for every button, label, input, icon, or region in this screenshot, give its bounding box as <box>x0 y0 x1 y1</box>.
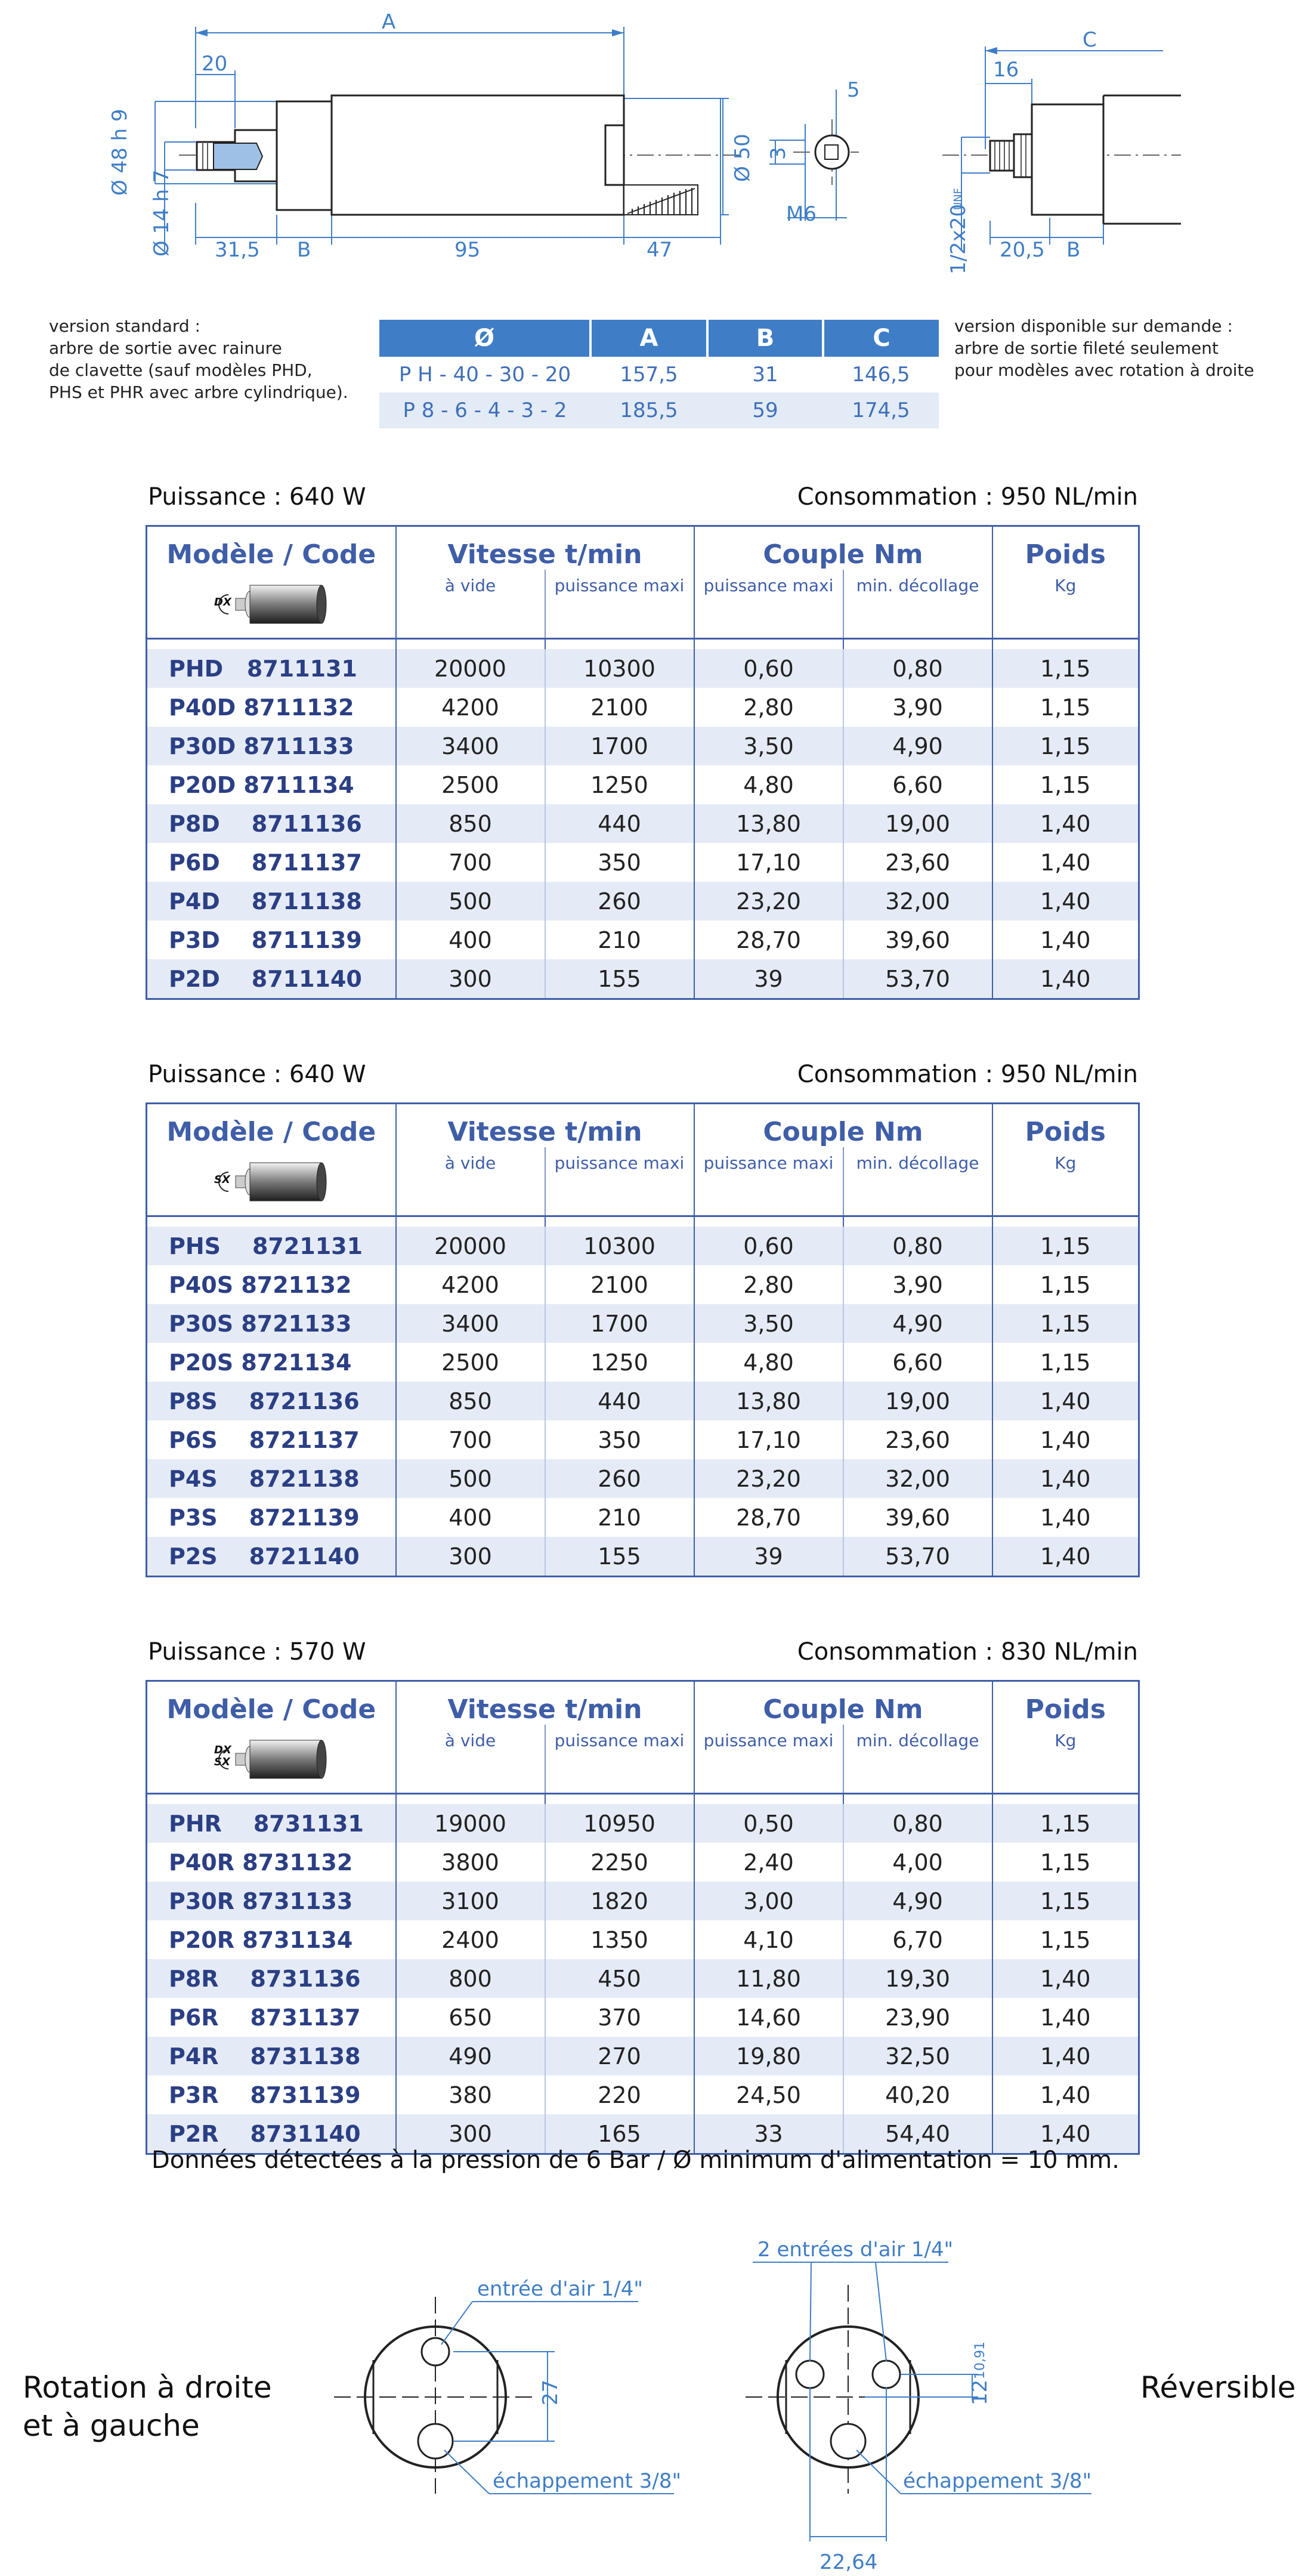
model-code-cell: P6S 8721137 <box>147 1420 396 1459</box>
dim-31-5-label: 31,5 <box>215 238 260 262</box>
spec-value-cell: 1,15 <box>992 1843 1139 1882</box>
dim-cell: 174,5 <box>823 393 939 428</box>
model-code-cell: P8R 8731136 <box>147 1959 396 1998</box>
spec-value-cell: 850 <box>396 804 545 843</box>
spec-value-cell: 300 <box>396 1537 545 1577</box>
spec-value-cell: 23,60 <box>843 1420 992 1459</box>
dim-cell: 59 <box>707 393 823 428</box>
spec-value-cell: 0,60 <box>694 649 843 688</box>
spec-value-cell: 300 <box>396 959 545 999</box>
spec-value-cell: 370 <box>545 1998 694 2037</box>
spec-value-cell: 2100 <box>545 1265 694 1304</box>
torque-header: Couple Nm <box>694 1104 992 1148</box>
spec-value-cell: 1700 <box>545 1304 694 1343</box>
spec-value-cell: 1350 <box>545 1920 694 1959</box>
spec-table <box>146 525 1140 1000</box>
spec-value-cell: 1,40 <box>992 1537 1139 1577</box>
spec-table <box>146 1680 1140 2155</box>
spec-value-cell: 33 <box>694 2114 843 2154</box>
spec-gap-row <box>147 1216 1139 1227</box>
consumption-label: Consommation : 830 NL/min <box>797 1638 1138 1666</box>
model-code-cell: P6D 8711137 <box>147 843 396 882</box>
speed-header: Vitesse t/min <box>396 1681 694 1725</box>
spec-value-cell: 3400 <box>396 727 545 765</box>
model-code-cell: P2R 8731140 <box>147 2114 396 2154</box>
spec-value-cell: 4,90 <box>843 727 992 765</box>
spec-value-cell: 1,40 <box>992 1459 1139 1498</box>
model-code-cell: P4D 8711138 <box>147 882 396 921</box>
spec-value-cell: 1,40 <box>992 921 1139 959</box>
single-rotation-ports-diagram <box>334 2277 681 2494</box>
dim-a-label: A <box>382 10 396 34</box>
dimensions-row <box>379 357 939 393</box>
subheader-torque-max-power: puissance maxi <box>694 1725 843 1794</box>
spec-row <box>147 649 1139 688</box>
standard-version-note: version standard : arbre de sortie avec rainure de clavette (sauf modèles PHD, PHS et PHR avec arbre cylindrique). <box>49 316 348 402</box>
c2-inlets-label: 2 entrées d'air 1/4" <box>757 2238 954 2262</box>
spec-row <box>147 882 1139 921</box>
spec-value-cell: 3100 <box>396 1882 545 1920</box>
power-label: Puissance : 640 W <box>148 483 366 511</box>
spec-value-cell: 380 <box>396 2075 545 2114</box>
spec-value-cell: 2,80 <box>694 688 843 727</box>
spec-value-cell: 53,70 <box>843 1537 992 1577</box>
spec-value-cell: 850 <box>396 1382 545 1420</box>
spec-value-cell: 1,15 <box>992 1265 1139 1304</box>
spec-value-cell: 11,80 <box>694 1959 843 1998</box>
model-code-cell: P40R 8731132 <box>147 1843 396 1882</box>
spec-value-cell: 4,90 <box>843 1304 992 1343</box>
dim-95-label: 95 <box>454 238 481 262</box>
spec-value-cell: 6,60 <box>843 1343 992 1382</box>
subheader-idle: à vide <box>396 570 545 639</box>
power-label: Puissance : 570 W <box>148 1638 366 1666</box>
torque-header: Couple Nm <box>694 526 992 570</box>
spec-value-cell: 1,15 <box>992 649 1139 688</box>
spec-value-cell: 440 <box>545 804 694 843</box>
spec-value-cell: 155 <box>545 1537 694 1577</box>
spec-value-cell: 19,30 <box>843 1959 992 1998</box>
spec-value-cell: 4200 <box>396 1265 545 1304</box>
spec-value-cell: 0,80 <box>843 1804 992 1843</box>
spec-row <box>147 959 1139 999</box>
spec-row <box>147 1882 1139 1920</box>
dimensions-row <box>379 393 939 428</box>
spec-row <box>147 1343 1139 1382</box>
spec-row <box>147 1498 1139 1537</box>
spec-value-cell: 3800 <box>396 1843 545 1882</box>
spec-value-cell: 39 <box>694 1537 843 1577</box>
dim-d50-label: Ø 50 <box>731 134 754 182</box>
spec-value-cell: 1,40 <box>992 959 1139 999</box>
c1-exhaust-label: échappement 3/8" <box>493 2469 682 2493</box>
spec-value-cell: 17,10 <box>694 1420 843 1459</box>
spec-value-cell: 0,50 <box>694 1804 843 1843</box>
model-code-cell: P3S 8721139 <box>147 1498 396 1537</box>
spec-subheader-row <box>147 570 1139 639</box>
rotation-badge: DX <box>214 1743 231 1756</box>
spec-value-cell: 210 <box>545 921 694 959</box>
spec-value-cell: 53,70 <box>843 959 992 999</box>
spec-value-cell: 220 <box>545 2075 694 2114</box>
spec-value-cell: 400 <box>396 921 545 959</box>
air-port-diagrams <box>0 2231 1305 2576</box>
spec-value-cell: 2,40 <box>694 1843 843 1882</box>
spec-value-cell: 1,15 <box>992 1920 1139 1959</box>
spec-value-cell: 1,40 <box>992 2114 1139 2154</box>
subheader-max-power: puissance maxi <box>545 570 694 639</box>
spec-value-cell: 500 <box>396 1459 545 1498</box>
spec-value-cell: 4,80 <box>694 1343 843 1382</box>
spec-value-cell: 1,40 <box>992 1998 1139 2037</box>
motor-thumbnail-cell <box>147 1147 396 1216</box>
spec-value-cell: 10300 <box>545 649 694 688</box>
spec-value-cell: 0,80 <box>843 1227 992 1265</box>
subheader-max-power: puissance maxi <box>545 1147 694 1216</box>
spec-value-cell: 23,20 <box>694 882 843 921</box>
subheader-torque-max-power: puissance maxi <box>694 1147 843 1216</box>
model-code-cell: P30R 8731133 <box>147 1882 396 1920</box>
spec-value-cell: 155 <box>545 959 694 999</box>
spec-value-cell: 700 <box>396 843 545 882</box>
spec-value-cell: 800 <box>396 1959 545 1998</box>
spec-row <box>147 2075 1139 2114</box>
spec-row <box>147 1998 1139 2037</box>
spec-value-cell: 1,40 <box>992 2075 1139 2114</box>
spec-gap-row <box>147 639 1139 650</box>
spec-row <box>147 688 1139 727</box>
spec-value-cell: 19,00 <box>843 804 992 843</box>
spec-value-cell: 300 <box>396 2114 545 2154</box>
dim-cell: P 8 - 6 - 4 - 3 - 2 <box>379 393 590 428</box>
model-code-cell: P20S 8721134 <box>147 1343 396 1382</box>
spec-value-cell: 490 <box>396 2037 545 2075</box>
spec-row <box>147 804 1139 843</box>
weight-header: Poids <box>992 526 1139 570</box>
speed-header: Vitesse t/min <box>396 526 694 570</box>
spec-value-cell: 3,00 <box>694 1882 843 1920</box>
spec-value-cell: 32,00 <box>843 1459 992 1498</box>
spec-value-cell: 0,80 <box>843 649 992 688</box>
spec-value-cell: 6,70 <box>843 1920 992 1959</box>
spec-value-cell: 1,40 <box>992 1382 1139 1420</box>
spec-value-cell: 4,10 <box>694 1920 843 1959</box>
spec-value-cell: 1,15 <box>992 727 1139 765</box>
motor-thumbnail-icon <box>200 1729 343 1784</box>
spec-value-cell: 270 <box>545 2037 694 2075</box>
spec-value-cell: 1,40 <box>992 804 1139 843</box>
subheader-kg: Kg <box>992 570 1139 639</box>
spec-value-cell: 450 <box>545 1959 694 1998</box>
dim-d14-label: Ø 14 h 7 <box>150 169 174 257</box>
consumption-label: Consommation : 950 NL/min <box>797 483 1138 511</box>
spec-value-cell: 28,70 <box>694 921 843 959</box>
model-code-cell: P2S 8721140 <box>147 1537 396 1577</box>
spec-value-cell: 4200 <box>396 688 545 727</box>
spec-value-cell: 3,90 <box>843 688 992 727</box>
spec-value-cell: 700 <box>396 1420 545 1459</box>
subheader-kg: Kg <box>992 1725 1139 1794</box>
spec-value-cell: 1,15 <box>992 1227 1139 1265</box>
dim-b2-label: B <box>1066 238 1081 262</box>
spec-value-cell: 1,15 <box>992 765 1139 804</box>
spec-value-cell: 17,10 <box>694 843 843 882</box>
dim-20-label: 20 <box>202 52 228 76</box>
spec-value-cell: 10950 <box>545 1804 694 1843</box>
model-code-cell: P30S 8721133 <box>147 1304 396 1343</box>
spec-header-row <box>147 526 1139 570</box>
dim-3-label: 3 <box>766 147 790 160</box>
spec-value-cell: 165 <box>545 2114 694 2154</box>
model-header: Modèle / Code <box>166 539 376 570</box>
model-code-cell: P6R 8731137 <box>147 1998 396 2037</box>
spec-value-cell: 2100 <box>545 688 694 727</box>
dim-cell: P H - 40 - 30 - 20 <box>379 357 590 393</box>
c1-dim-label: 27 <box>539 2379 562 2405</box>
torque-header: Couple Nm <box>694 1681 992 1725</box>
spec-value-cell: 19,00 <box>843 1382 992 1420</box>
spec-value-cell: 350 <box>545 1420 694 1459</box>
spec-value-cell: 1700 <box>545 727 694 765</box>
spec-value-cell: 1,40 <box>992 1420 1139 1459</box>
spec-value-cell: 260 <box>545 1459 694 1498</box>
spec-value-cell: 4,80 <box>694 765 843 804</box>
spec-subheader-row <box>147 1725 1139 1794</box>
spec-value-cell: 14,60 <box>694 1998 843 2037</box>
c1-inlet-label: entrée d'air 1/4" <box>477 2277 644 2301</box>
spec-value-cell: 1,15 <box>992 1304 1139 1343</box>
subheader-idle: à vide <box>396 1147 545 1216</box>
motor-thumbnail-cell <box>147 1725 396 1794</box>
reversible-ports-diagram <box>746 2238 1091 2574</box>
power-label: Puissance : 640 W <box>148 1061 366 1088</box>
dim-header-a: A <box>590 320 707 357</box>
spec-subheader-row <box>147 1147 1139 1216</box>
spec-value-cell: 20000 <box>396 1227 545 1265</box>
model-code-cell: P40D 8711132 <box>147 688 396 727</box>
model-code-cell: P4S 8721138 <box>147 1459 396 1498</box>
subheader-breakaway: min. décollage <box>843 570 992 639</box>
spec-row <box>147 843 1139 882</box>
spec-value-cell: 1,40 <box>992 2037 1139 2075</box>
spec-value-cell: 2,80 <box>694 1265 843 1304</box>
dim-cell: 185,5 <box>590 393 707 428</box>
model-code-cell: P2D 8711140 <box>147 959 396 999</box>
spec-value-cell: 39 <box>694 959 843 999</box>
spec-value-cell: 2500 <box>396 765 545 804</box>
spec-value-cell: 4,90 <box>843 1882 992 1920</box>
spec-value-cell: 2250 <box>545 1843 694 1882</box>
dim-20-5-label: 20,5 <box>1000 238 1045 262</box>
rotation-badge: SX <box>214 1173 230 1186</box>
spec-value-cell: 23,20 <box>694 1459 843 1498</box>
spec-row <box>147 1459 1139 1498</box>
spec-value-cell: 1,15 <box>992 1804 1139 1843</box>
dim-header-b: B <box>707 320 823 357</box>
dim-unf-label: 1/2x20 <box>947 203 970 274</box>
model-header: Modèle / Code <box>166 1694 376 1725</box>
dim-cell: 146,5 <box>823 357 939 393</box>
spec-value-cell: 1,40 <box>992 1498 1139 1537</box>
c2-exhaust-label: échappement 3/8" <box>903 2469 1092 2493</box>
subheader-breakaway: min. décollage <box>843 1147 992 1216</box>
spec-value-cell: 32,50 <box>843 2037 992 2075</box>
spec-value-cell: 2400 <box>396 1920 545 1959</box>
spec-row <box>147 1843 1139 1882</box>
motor-dimension-drawing <box>0 0 1305 280</box>
spec-value-cell: 0,60 <box>694 1227 843 1265</box>
subheader-kg: Kg <box>992 1147 1139 1216</box>
consumption-label: Consommation : 950 NL/min <box>797 1061 1138 1088</box>
spec-row <box>147 1227 1139 1265</box>
spec-value-cell: 28,70 <box>694 1498 843 1537</box>
spec-value-cell: 440 <box>545 1382 694 1420</box>
model-code-cell: P8S 8721136 <box>147 1382 396 1420</box>
dim-unf-sup-label: UNF <box>952 188 964 210</box>
c2-dim-label: 12 <box>968 2379 992 2405</box>
reversible-label: Réversible <box>1140 2370 1296 2405</box>
model-code-cell: P3D 8711139 <box>147 921 396 959</box>
model-code-cell: PHD 8711131 <box>147 649 396 688</box>
spec-row <box>147 1304 1139 1343</box>
rotation-badge: DX <box>214 595 231 609</box>
spec-value-cell: 500 <box>396 882 545 921</box>
dim-header-c: C <box>823 320 939 357</box>
spec-value-cell: 40,20 <box>843 2075 992 2114</box>
spec-value-cell: 260 <box>545 882 694 921</box>
motor-thumbnail-icon <box>200 1152 343 1207</box>
dim-16-label: 16 <box>993 58 1019 82</box>
spec-value-cell: 54,40 <box>843 2114 992 2154</box>
spec-row <box>147 1804 1139 1843</box>
spec-row <box>147 765 1139 804</box>
spec-value-cell: 19000 <box>396 1804 545 1843</box>
spec-row <box>147 1420 1139 1459</box>
model-code-cell: P40S 8721132 <box>147 1265 396 1304</box>
spec-value-cell: 1,15 <box>992 688 1139 727</box>
spec-value-cell: 3,50 <box>694 727 843 765</box>
spec-row <box>147 1265 1139 1304</box>
spec-row <box>147 2037 1139 2075</box>
dim-47-label: 47 <box>647 238 673 262</box>
model-code-cell: P20R 8731134 <box>147 1920 396 1959</box>
spec-row <box>147 1959 1139 1998</box>
spec-value-cell: 10300 <box>545 1227 694 1265</box>
weight-header: Poids <box>992 1681 1139 1725</box>
dim-m6-label: M6 <box>786 202 817 226</box>
spec-value-cell: 1,40 <box>992 843 1139 882</box>
footnote: Données détectées à la pression de 6 Bar / Ø minimum d'alimentation = 10 mm. <box>151 2146 1120 2174</box>
rotation-badge: SX <box>214 1755 230 1768</box>
spec-value-cell: 23,90 <box>843 1998 992 2037</box>
model-code-cell: P8D 8711136 <box>147 804 396 843</box>
spec-value-cell: 1250 <box>545 1343 694 1382</box>
spec-value-cell: 400 <box>396 1498 545 1537</box>
spec-header-row <box>147 1104 1139 1148</box>
spec-value-cell: 23,60 <box>843 843 992 882</box>
spec-value-cell: 39,60 <box>843 1498 992 1537</box>
model-code-cell: P3R 8731139 <box>147 2075 396 2114</box>
dim-b1-label: B <box>297 238 311 262</box>
dimensions-table <box>379 320 939 428</box>
subheader-idle: à vide <box>396 1725 545 1794</box>
spec-value-cell: 210 <box>545 1498 694 1537</box>
spec-value-cell: 1,15 <box>992 1882 1139 1920</box>
spec-value-cell: 13,80 <box>694 1382 843 1420</box>
model-header: Modèle / Code <box>166 1117 376 1147</box>
dim-5-label: 5 <box>847 78 860 102</box>
motor-thumbnail-cell <box>147 570 396 639</box>
on-demand-version-note: version disponible sur demande : arbre de sortie fileté seulement pour modèles avec rotation à droite <box>954 316 1254 380</box>
dim-c-label: C <box>1083 28 1097 52</box>
weight-header: Poids <box>992 1104 1139 1148</box>
spec-table <box>146 1102 1140 1577</box>
spec-value-cell: 20000 <box>396 649 545 688</box>
dim-cell: 31 <box>707 357 823 393</box>
dim-cell: 157,5 <box>590 357 707 393</box>
subheader-max-power: puissance maxi <box>545 1725 694 1794</box>
spec-value-cell: 19,80 <box>694 2037 843 2075</box>
motor-thumbnail-icon <box>200 574 343 629</box>
c2-dim-sub-label: 10,91 <box>973 2342 988 2379</box>
model-code-cell: PHR 8731131 <box>147 1804 396 1843</box>
spec-value-cell: 1820 <box>545 1882 694 1920</box>
model-code-cell: P30D 8711133 <box>147 727 396 765</box>
spec-value-cell: 32,00 <box>843 882 992 921</box>
spec-value-cell: 350 <box>545 843 694 882</box>
dim-d48-label: Ø 48 h 9 <box>108 109 132 196</box>
spec-gap-row <box>147 1794 1139 1805</box>
spec-value-cell: 1,40 <box>992 1959 1139 1998</box>
dimensions-header-row <box>379 320 939 357</box>
spec-row <box>147 1382 1139 1420</box>
spec-value-cell: 1,15 <box>992 1343 1139 1382</box>
spec-header-row <box>147 1681 1139 1725</box>
subheader-breakaway: min. décollage <box>843 1725 992 1794</box>
spec-value-cell: 4,00 <box>843 1843 992 1882</box>
model-code-cell: PHS 8721131 <box>147 1227 396 1265</box>
spec-row <box>147 921 1139 959</box>
spec-value-cell: 39,60 <box>843 921 992 959</box>
dim-header-diameter: Ø <box>379 320 590 357</box>
spec-value-cell: 3400 <box>396 1304 545 1343</box>
spec-value-cell: 1,40 <box>992 882 1139 921</box>
c2-width-label: 22,64 <box>820 2550 878 2574</box>
spec-row <box>147 727 1139 765</box>
model-code-cell: P4R 8731138 <box>147 2037 396 2075</box>
spec-row <box>147 1537 1139 1577</box>
spec-value-cell: 3,90 <box>843 1265 992 1304</box>
spec-value-cell: 13,80 <box>694 804 843 843</box>
model-code-cell: P20D 8711134 <box>147 765 396 804</box>
spec-value-cell: 2500 <box>396 1343 545 1382</box>
speed-header: Vitesse t/min <box>396 1104 694 1148</box>
spec-value-cell: 6,60 <box>843 765 992 804</box>
spec-value-cell: 3,50 <box>694 1304 843 1343</box>
spec-value-cell: 1250 <box>545 765 694 804</box>
spec-value-cell: 24,50 <box>694 2075 843 2114</box>
rotation-label: Rotation à droite et à gauche <box>23 2370 272 2443</box>
subheader-torque-max-power: puissance maxi <box>694 570 843 639</box>
spec-value-cell: 650 <box>396 1998 545 2037</box>
spec-row <box>147 1920 1139 1959</box>
